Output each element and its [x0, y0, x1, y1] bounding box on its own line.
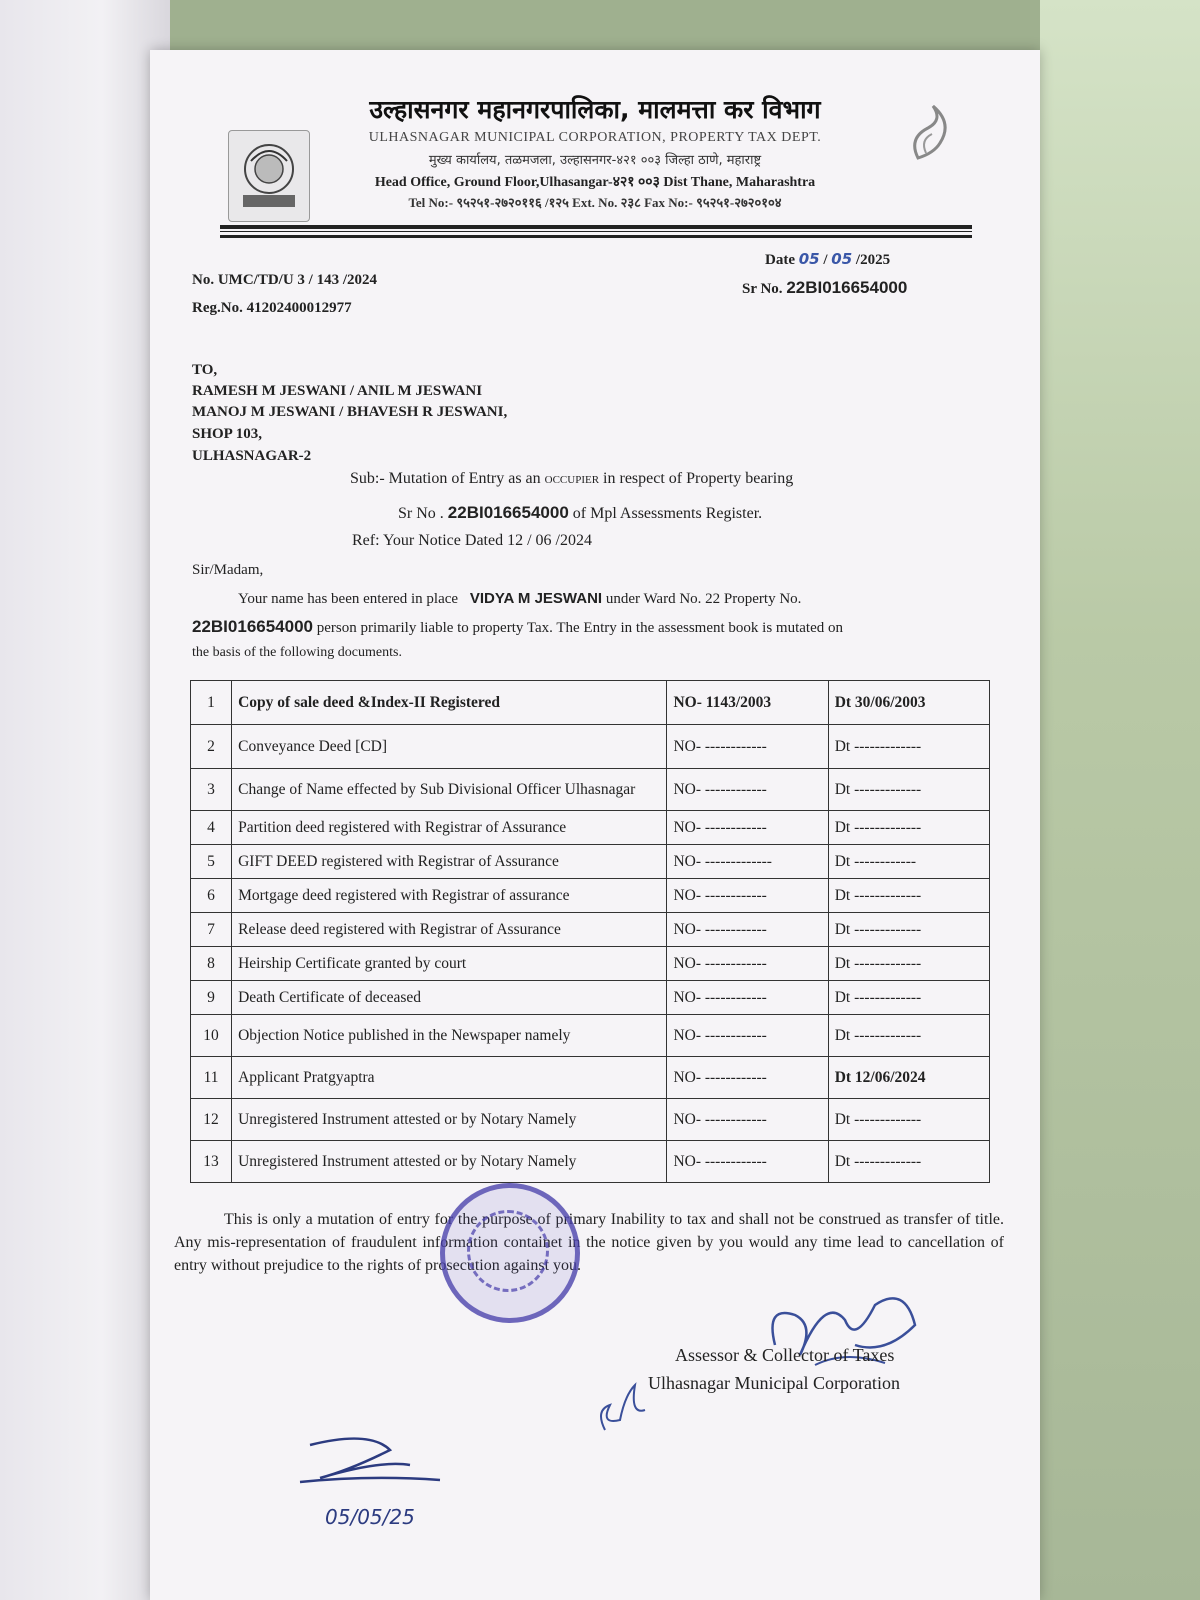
row-number: 13: [191, 1141, 232, 1183]
table-row: [191, 725, 990, 769]
body-line-1: [238, 590, 801, 608]
table-row: [191, 1057, 990, 1099]
document-number: NO- ------------: [667, 769, 828, 811]
previous-owner-name: VIDYA M JESWANI: [469, 590, 603, 607]
document-date: Dt 12/06/2024: [828, 1057, 989, 1099]
documents-table: [190, 680, 990, 1183]
subject-line: [350, 470, 793, 488]
table-row: [191, 1141, 990, 1183]
header-rule: [220, 225, 972, 229]
notice-page: [150, 50, 1040, 1600]
row-number: 2: [191, 725, 232, 769]
header-rule: [220, 235, 972, 238]
handwritten-date: 05/05/25: [325, 1505, 415, 1529]
row-number: 6: [191, 879, 232, 913]
row-number: 9: [191, 981, 232, 1015]
disclaimer-paragraph: This is only a mutation of entry for the purpose of primary Inability to tax and shall not be construed as transfer of title. Any mis-representation of fraudulent information containet in the notice given by you would any time lead to cancellation of entry without prejudice to the rights of prosecution against you.: [174, 1211, 1004, 1274]
document-description: Copy of sale deed &Index-II Registered: [232, 681, 667, 725]
document-description: Conveyance Deed [CD]: [232, 725, 667, 769]
header-rule: [220, 231, 972, 232]
date-field: Date 05 / 05 /2025: [765, 250, 891, 268]
document-description: Unregistered Instrument attested or by Notary Namely: [232, 1141, 667, 1183]
serial-label: Sr No.: [742, 281, 783, 297]
address-line: RAMESH M JESWANI / ANIL M JESWANI: [192, 383, 483, 399]
table-row: [191, 879, 990, 913]
document-description: Unregistered Instrument attested or by Notary Namely: [232, 1099, 667, 1141]
property-number: 22BI016654000: [192, 617, 314, 636]
green-desk-background: [1040, 0, 1200, 1600]
document-date: Dt -------------: [828, 879, 989, 913]
document-number: NO- ------------: [667, 913, 828, 947]
document-description: Mortgage deed registered with Registrar of assurance: [232, 879, 667, 913]
book-left-page: [0, 0, 170, 1600]
document-number: NO- -------------: [667, 845, 828, 879]
header-title-english: ULHASNAGAR MUNICIPAL CORPORATION, PROPERTY TAX DEPT.: [368, 130, 822, 145]
document-number: NO- ------------: [667, 947, 828, 981]
document-date: Dt -------------: [828, 913, 989, 947]
date-year: /2025: [855, 252, 891, 268]
document-date: Dt 30/06/2003: [828, 681, 989, 725]
serial-value: 22BI016654000: [786, 278, 908, 297]
initials-signature: [590, 1375, 660, 1445]
table-row: [191, 981, 990, 1015]
signatory-title: Assessor & Collector of Taxes: [675, 1345, 895, 1365]
table-row: [191, 1015, 990, 1057]
reference-line: [352, 532, 592, 550]
subject-sr-value: 22BI016654000: [447, 503, 569, 522]
body-line2-b: person primarily liable to property Tax. The Entry in the assessment book is mutated on: [316, 620, 843, 636]
serial-number-field: [742, 278, 907, 298]
document-number: NO- ------------: [667, 725, 828, 769]
document-date: Dt -------------: [828, 811, 989, 845]
body-line-3: the basis of the following documents.: [192, 645, 402, 660]
document-description: Applicant Pratgyaptra: [232, 1057, 667, 1099]
document-date: Dt -------------: [828, 1141, 989, 1183]
table-row: [191, 769, 990, 811]
date-day: 05: [798, 250, 820, 268]
document-date: Dt -------------: [828, 725, 989, 769]
row-number: 10: [191, 1015, 232, 1057]
subject-occupier: OCCUPIER: [544, 474, 600, 486]
address-line: SHOP 103,: [192, 426, 263, 442]
address-line: MANOJ M JESWANI / BHAVESH R JESWANI,: [192, 404, 508, 420]
row-number: 4: [191, 811, 232, 845]
document-description: Release deed registered with Registrar of Assurance: [232, 913, 667, 947]
row-number: 7: [191, 913, 232, 947]
document-date: Dt -------------: [828, 769, 989, 811]
row-number: 8: [191, 947, 232, 981]
subject-prefix: Sub:- Mutation of Entry as an: [350, 470, 541, 487]
ref-text: Your Notice Dated 12 / 06 /2024: [382, 532, 592, 549]
date-label: Date: [765, 252, 795, 268]
table-row: [191, 811, 990, 845]
document-number: NO- ------------: [667, 1015, 828, 1057]
table-row: [191, 913, 990, 947]
header-title-marathi: उल्हासनगर महानगरपालिका, मालमत्ता कर विभाग: [369, 95, 821, 124]
subject-suffix: in respect of Property bearing: [603, 470, 794, 487]
document-number: NO- 1143/2003: [667, 681, 828, 725]
table-row: [191, 1099, 990, 1141]
assessor-signature: [755, 1275, 925, 1385]
table-row: [191, 845, 990, 879]
header-contact: Tel No:- ९५२५१-२७२०११६ /१२५ Ext. No. २३८ Fax No:- ९५२५१-२७२०१०४: [408, 195, 782, 210]
official-seal-stamp: [440, 1183, 580, 1323]
table-row: [191, 947, 990, 981]
body-line-2: [192, 617, 843, 637]
row-number: 5: [191, 845, 232, 879]
address-line: ULHASNAGAR-2: [192, 448, 312, 464]
table-row: [191, 681, 990, 725]
subject-sr-prefix: Sr No .: [398, 505, 444, 522]
document-description: Heirship Certificate granted by court: [232, 947, 667, 981]
document-number: NO- ------------: [667, 1141, 828, 1183]
header-address: Head Office, Ground Floor,Ulhasangar-४२१ ००३ Dist Thane, Maharashtra: [374, 175, 816, 190]
reference-number: No. UMC/TD/U 3 / 143 /2024: [192, 272, 377, 288]
row-number: 3: [191, 769, 232, 811]
subject-sr-suffix: of Mpl Assessments Register.: [572, 505, 763, 522]
body-line1-b: under Ward No. 22 Property No.: [605, 591, 802, 607]
document-description: Partition deed registered with Registrar of Assurance: [232, 811, 667, 845]
document-date: Dt -------------: [828, 1015, 989, 1057]
row-number: 11: [191, 1057, 232, 1099]
registration-number: Reg.No. 41202400012977: [192, 300, 352, 316]
document-date: Dt -------------: [828, 981, 989, 1015]
document-date: Dt ------------: [828, 845, 989, 879]
document-number: NO- ------------: [667, 879, 828, 913]
document-number: NO- ------------: [667, 981, 828, 1015]
document-number: NO- ------------: [667, 811, 828, 845]
body-line1-a: Your name has been entered in place: [238, 591, 459, 607]
document-date: Dt -------------: [828, 1099, 989, 1141]
ref-label: Ref:: [352, 532, 380, 549]
row-number: 12: [191, 1099, 232, 1141]
document-number: NO- ------------: [667, 1057, 828, 1099]
row-number: 1: [191, 681, 232, 725]
date-month: 05: [831, 250, 853, 268]
document-description: Objection Notice published in the Newspaper namely: [232, 1015, 667, 1057]
document-number: NO- ------------: [667, 1099, 828, 1141]
header-office-marathi: मुख्य कार्यालय, तळमजला, उल्हासनगर-४२१ ००३ जिल्हा ठाणे, महाराष्ट्र: [428, 153, 762, 168]
salutation: Sir/Madam,: [192, 562, 264, 578]
document-description: GIFT DEED registered with Registrar of Assurance: [232, 845, 667, 879]
address-to: TO,: [192, 362, 218, 378]
document-description: Change of Name effected by Sub Divisional Officer Ulhasnagar: [232, 769, 667, 811]
signatory-organization: Ulhasnagar Municipal Corporation: [648, 1373, 900, 1393]
subject-serial-line: [398, 503, 762, 523]
document-date: Dt -------------: [828, 947, 989, 981]
document-description: Death Certificate of deceased: [232, 981, 667, 1015]
